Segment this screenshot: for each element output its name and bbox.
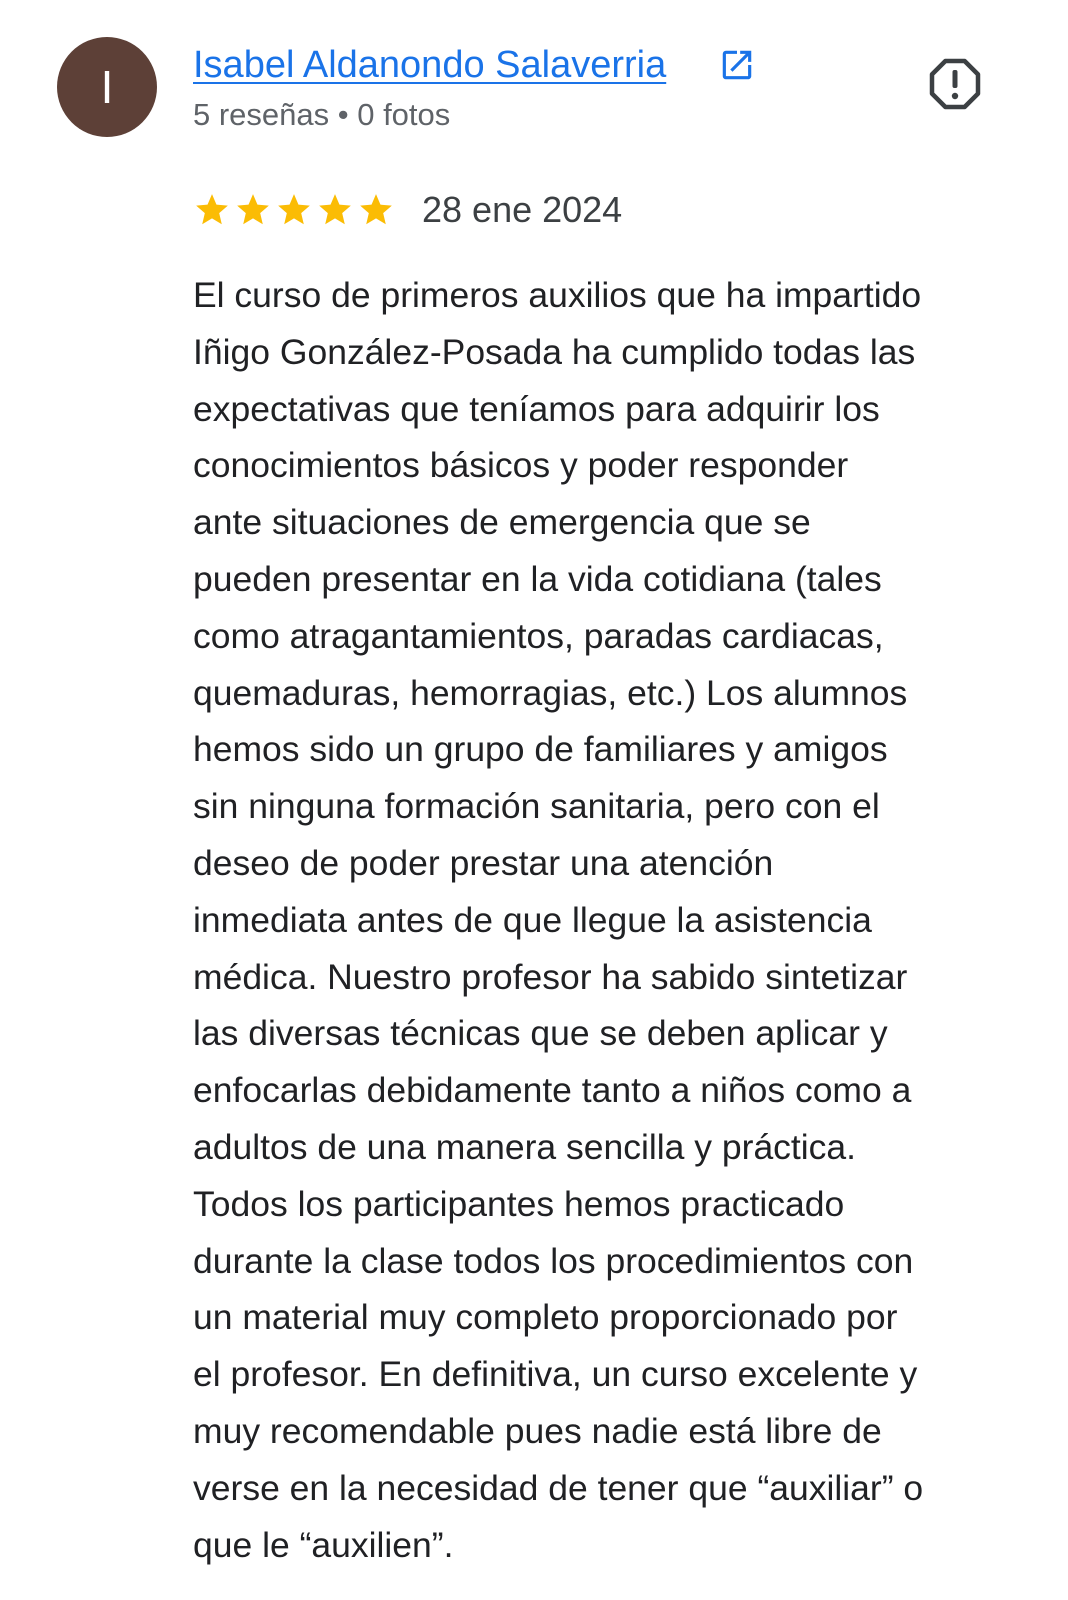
avatar[interactable]: I <box>57 37 157 137</box>
star-icon <box>275 191 313 229</box>
review-text: El curso de primeros auxilios que ha impartido Iñigo González-Posada ha cumplido todas las expectativas que teníamos para adquirir los conocimientos básicos y poder responder ante situaciones de emergencia que se pueden presentar en la vida cotidiana (tales como atragantamientos, paradas cardiacas, quemaduras, hemorragias, etc.) Los alumnos hemos sido un grupo de familiares y amigos sin ninguna formación sanitaria, pero con el deseo de poder prestar una atención inmediata antes de que llegue la asistencia médica. Nuestro profesor ha sabido sintetizar las diversas técnicas que se deben aplicar y enfocarlas debidamente tanto a niños como a adultos de una manera sencilla y práctica. Todos los participantes hemos practicado durante la clase todos los procedimientos con un material muy completo proporcionado por el profesor. En definitiva, un curso excelente y muy recomendable pues nadie está libre de verse en la necesidad de tener que “auxiliar” o que le “auxilien”. <box>193 275 924 1565</box>
star-icon <box>357 191 395 229</box>
star-icon <box>316 191 354 229</box>
star-rating <box>193 188 395 232</box>
review-date: 28 ene 2024 <box>422 189 623 230</box>
report-icon[interactable] <box>927 56 983 112</box>
star-icon <box>193 191 231 229</box>
external-link-icon[interactable] <box>718 46 756 84</box>
reviewer-name-link[interactable]: Isabel Aldanondo Salaverria <box>193 44 667 86</box>
star-icon <box>234 191 272 229</box>
reviewer-stats: 5 reseñas • 0 fotos <box>193 97 451 132</box>
